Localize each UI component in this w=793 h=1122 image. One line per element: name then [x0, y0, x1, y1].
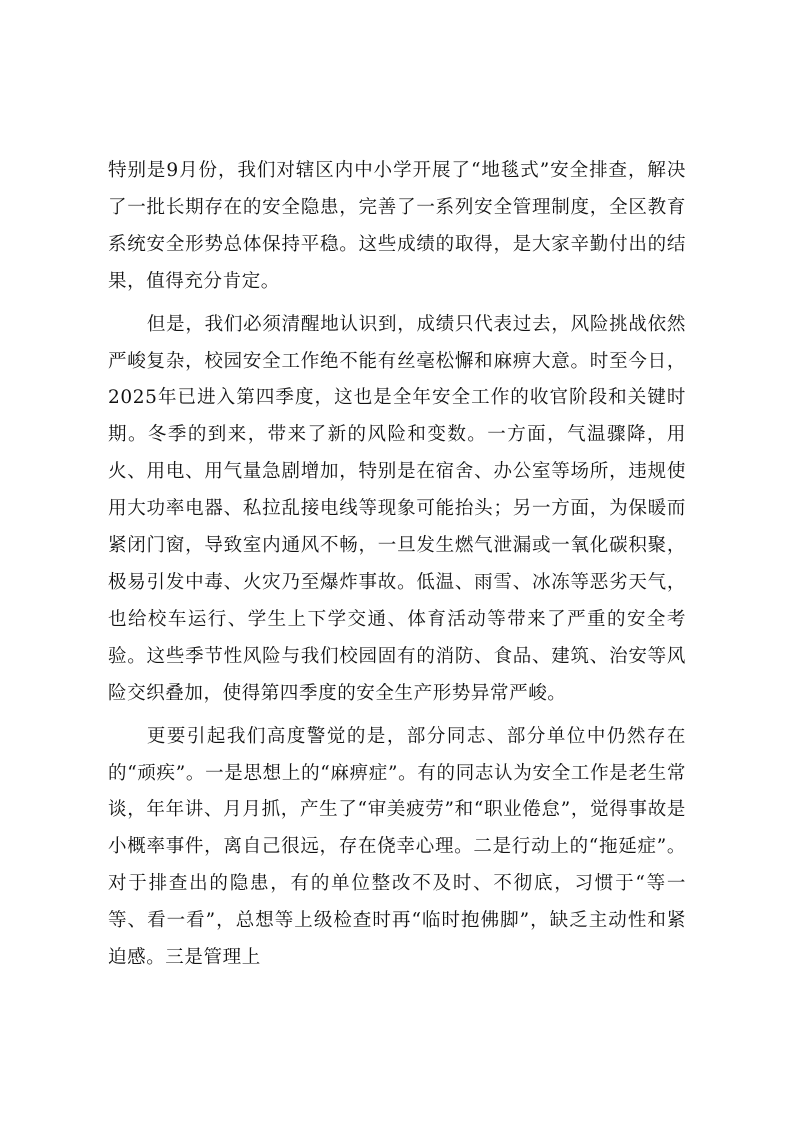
paragraph-2: 但是，我们必须清醒地认识到，成绩只代表过去，风险挑战依然严峻复杂，校园安全工作绝不能有丝毫松懈和麻痹大意。时至今日，2025年已进入第四季度，这也是全年安全工作的收官阶段和关键时期。冬季的到来，带来了新的风险和变数。一方面，气温骤降，用火、用电、用气量急剧增加，特别是在宿舍、办公室等场所，违规使用大功率电器、私拉乱接电线等现象可能抬头；另一方面，为保暖而紧闭门窗，导致室内通风不畅，一旦发生燃气泄漏或一氧化碳积聚，极易引发中毒、火灾乃至爆炸事故。低温、雨雪、冰冻等恶劣天气，也给校车运行、学生上下学交通、体育活动等带来了严重的安全考验。这些季节性风险与我们校园固有的消防、食品、建筑、治安等风险交织叠加，使得第四季度的安全生产形势异常严峻。: [108, 313, 686, 704]
paragraph-1: 特别是9月份，我们对辖区内中小学开展了“地毯式”安全排查，解决了一批长期存在的安全隐患，完善了一系列安全管理制度，全区教育系统安全形势总体保持平稳。这些成绩的取得，是大家辛勤付出的结果，值得充分肯定。: [108, 160, 686, 292]
document-body: [108, 153, 686, 983]
paragraph-3: 更要引起我们高度警觉的是，部分同志、部分单位中仍然存在的“顽疾”。一是思想上的“麻痹症”。有的同志认为安全工作是老生常谈，年年讲、月月抓，产生了“审美疲劳”和“职业倦怠”，觉得事故是小概率事件，离自己很远，存在侥幸心理。二是行动上的“拖延症”。对于排查出的隐患，有的单位整改不及时、不彻底，习惯于“等一等、看一看”，总想等上级检查时再“临时抱佛脚”，缺乏主动性和紧迫感。三是管理上: [108, 725, 686, 969]
